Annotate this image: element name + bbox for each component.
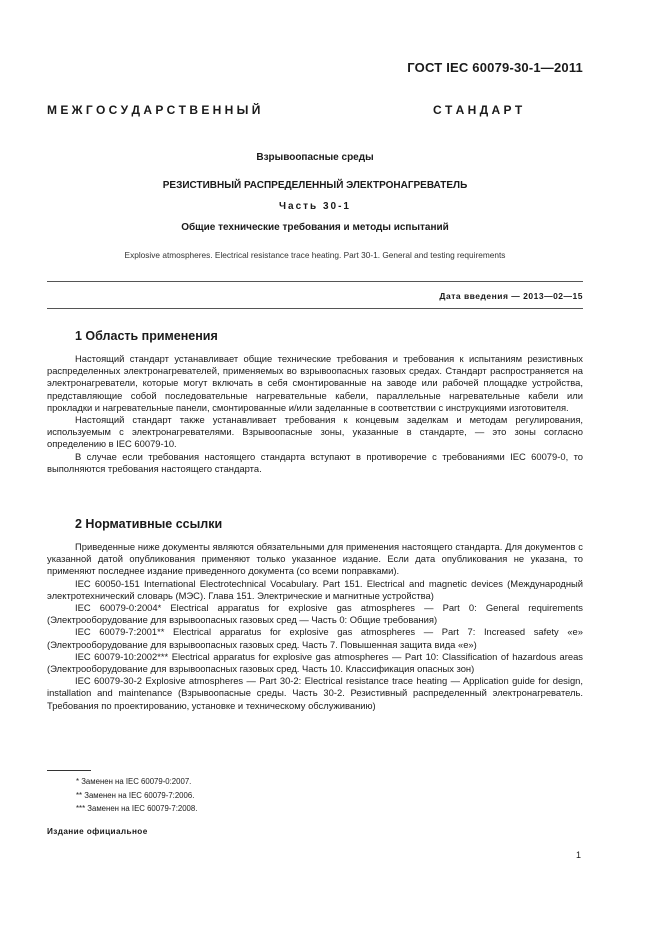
title-line-1: Взрывоопасные среды [256, 152, 374, 163]
standard-type-banner [47, 103, 583, 117]
reference-entry: IEC 60079-7:2001** Electrical apparatus for explosive gas atmospheres — Part 7: Increased safety «e» (Электрооборудование для взрывоопасных газовых сред. Часть 7. Повышенная защита вида «e») [47, 626, 583, 650]
intro-date: Дата введения — 2013—02—15 [439, 291, 583, 301]
reference-entry: IEC 60050-151 International Electrotechnical Vocabulary. Part 151. Electrical and magnetic devices (Международный электротехнический словарь (МЭС). Глава 151. Электрические и магнитные устройства) [47, 577, 583, 601]
section-2-paragraph: Приведенные ниже документы являются обязательными для применения настоящего стандарта. Для документов с указанной датой опубликования применяют только указанное издание. Если дата опубликования не указана, то применяют последнее издание приведенного документа (со всеми поправками). [47, 541, 583, 577]
footnote: ** Заменен на IEC 60079-7:2006. [76, 790, 195, 800]
section-2-body [47, 541, 583, 712]
reference-entry: IEC 60079-30-2 Explosive atmospheres — Part 30-2: Electrical resistance trace heating — Application guide for design, installation and maintenance (Взрывоопасные среды. Часть 30-2. Резистивный распределенный электронагреватель. Требования по проектированию, установке и техническому обслуживанию) [47, 675, 583, 711]
section-1-paragraph: Настоящий стандарт устанавливает общие технические требования и требования к испытаниям резистивных распределенных электронагревателей, применяемых во взрывоопасных газовых средах. Стандарт распространяется на электронагреватели, которые могут включать в себя смонтированные на заводе или рабочей площадке устройства, представляющие собой последовательные нагревательные кабели, параллельные нагревательные кабели или прокладки и нагревательные панели, смонтированные и/или заделанные в соответствии с инструкциями изготовителя. [47, 353, 583, 413]
reference-entry: IEC 60079-0:2004* Electrical apparatus for explosive gas atmospheres — Part 0: General requirements (Электрооборудование для взрывоопасных газовых сред — Часть 0: Общие требования) [47, 602, 583, 626]
divider-bottom [47, 308, 583, 309]
title-main: РЕЗИСТИВНЫЙ РАСПРЕДЕЛЕННЫЙ ЭЛЕКТРОНАГРЕВАТЕЛЬ [162, 180, 468, 191]
title-english: Explosive atmospheres. Electrical resistance trace heating. Part 30-1. General and testing requirements [124, 250, 506, 260]
document-id: ГОСТ IEC 60079-30-1—2011 [407, 60, 583, 75]
section-1-paragraph: Настоящий стандарт также устанавливает требования к концевым заделкам и методам регулирования, используемым с электронагревателями. Взрывоопасные зоны, указанные в стандарте, — это зоны согласно определению в IEC 60079-10. [47, 414, 583, 450]
section-1-title: 1 Область применения [75, 329, 218, 343]
page-number: 1 [575, 850, 581, 860]
section-2-title: 2 Нормативные ссылки [75, 517, 223, 531]
footnotes [76, 775, 197, 816]
banner-word-standard: С Т А Н Д А Р Т [433, 103, 523, 117]
title-subtitle: Общие технические требования и методы испытаний [181, 222, 449, 233]
footnote: * Заменен на IEC 60079-0:2007. [76, 777, 192, 786]
edition-note: Издание официальное [47, 827, 148, 836]
footnote: *** Заменен на IEC 60079-7:2008. [76, 804, 198, 813]
divider-top [47, 281, 583, 282]
footnote-separator [47, 770, 91, 771]
banner-word-interstate: М Е Ж Г О С У Д А Р С Т В Е Н Н Ы Й [47, 103, 261, 117]
section-1-paragraph: В случае если требования настоящего стандарта вступают в противоречие с требованиями IEC 60079-0, то выполняются требования настоящего стандарта. [47, 450, 583, 474]
section-1-body [47, 353, 583, 475]
reference-entry: IEC 60079-10:2002*** Electrical apparatus for explosive gas atmospheres — Part 10: Classification of hazardous areas (Электрооборудование для взрывоопасных газовых сред. Часть 10. Классификация опасных зон) [47, 650, 583, 675]
title-part: Часть 30-1 [279, 201, 351, 212]
